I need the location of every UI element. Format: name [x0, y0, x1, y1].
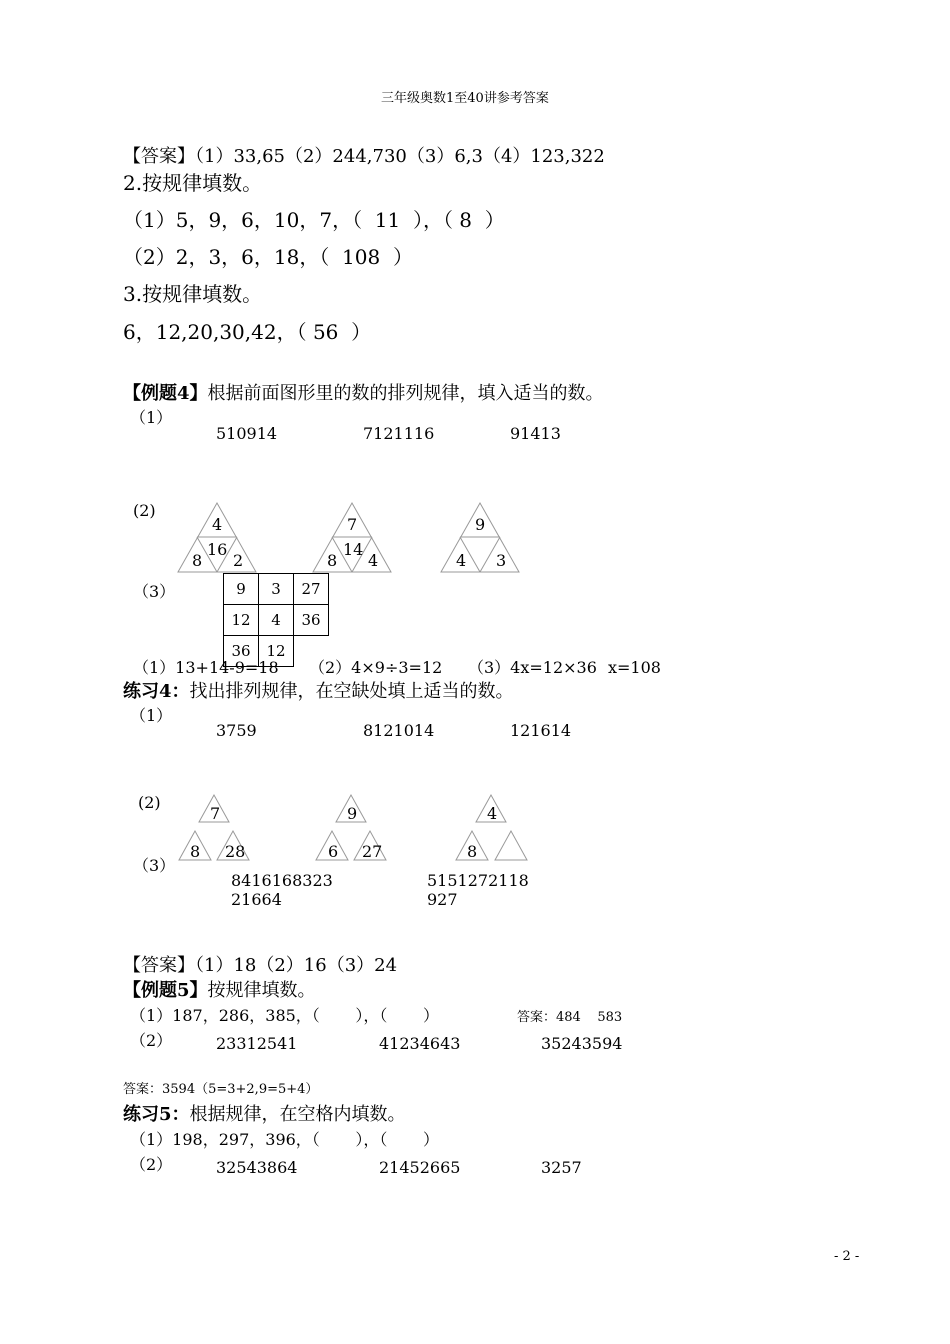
practice-4-p3-value-3: 5151272118 — [427, 871, 529, 890]
grid-cell: 27 — [294, 574, 329, 605]
example-5-label: 【例题5】 — [123, 980, 208, 1001]
answer-line: 【答案】（1）33,65（2）244,730（3）6,3（4）123,322 — [123, 146, 605, 167]
triangle-2-top: 7 — [347, 515, 358, 534]
p4-triangle-1-right: 28 — [225, 842, 246, 861]
p4-triangle-2-left: 6 — [328, 842, 339, 861]
practice-5-seq-3: 3257 — [541, 1158, 582, 1177]
triangle-1-top: 4 — [212, 515, 223, 534]
example-5-line-1-answer: 答案：484 583 — [517, 1010, 623, 1025]
page-number: - 2 - — [834, 1249, 860, 1264]
p4-triangle-3-top: 4 — [487, 804, 498, 823]
triangle-3-right: 3 — [496, 551, 507, 570]
question-2-title: 2.按规律填数。 — [123, 171, 263, 195]
practice-4-part-1-label: （1） — [130, 706, 173, 725]
practice-4-p3-value-4: 927 — [427, 890, 458, 909]
grid-cell: 36 — [294, 605, 329, 636]
practice-4-label: 练习4： — [123, 681, 190, 702]
example-4-seq-2: 7121116 — [363, 424, 435, 443]
answer-line: 【答案】（1）18（2）16（3）24 — [123, 955, 398, 976]
grid-cell: 9 — [224, 574, 259, 605]
solution-2: （2）4×9÷3=12 — [309, 658, 443, 677]
question-3-line-1: 6，12,20,30,42，（ 56 ） — [123, 320, 372, 344]
question-2-line-1: （1）5，9，6，10，7，（ 11 ），（ 8 ） — [123, 208, 505, 232]
triangle-3-top: 9 — [475, 515, 486, 534]
triangle-2-right: 4 — [368, 551, 379, 570]
grid-cell: 3 — [259, 574, 294, 605]
example-4-text: 根据前面图形里的数的排列规律，填入适当的数。 — [207, 383, 604, 404]
example-5-seq-1: 23312541 — [216, 1034, 298, 1053]
number-grid — [223, 573, 329, 667]
example-4-part-2-label: (2) — [133, 501, 156, 520]
example-5-line-1: （1）187，286，385，（ ），（ ） — [130, 1006, 440, 1025]
practice-4-part-3-label: （3） — [133, 856, 176, 875]
page-header-title: 三年级奥数1至40讲参考答案 — [381, 91, 549, 106]
p4-triangle-2-top: 9 — [347, 804, 358, 823]
practice-5-heading — [123, 1106, 406, 1124]
example-4-label: 【例题4】 — [123, 383, 208, 404]
question-2-line-2: （2）2，3，6，18，（ 108 ） — [123, 245, 413, 269]
grid-cell: 4 — [259, 605, 294, 636]
practice-4-p3-value-2: 21664 — [231, 890, 282, 909]
practice-5-line-1: （1）198，297，396，（ ），（ ） — [130, 1130, 440, 1149]
empty-triangle — [495, 831, 527, 860]
triangle-1-center: 16 — [207, 540, 228, 559]
practice-5-seq-2: 21452665 — [379, 1158, 461, 1177]
example-5-heading — [123, 982, 316, 1000]
practice-4-seq-3: 121614 — [510, 721, 572, 740]
example-5-part-2-label: （2） — [130, 1031, 173, 1050]
practice-5-label: 练习5： — [123, 1104, 190, 1125]
example-5-answer: 答案：3594（5=3+2,9=5+4） — [123, 1082, 319, 1097]
practice-4-heading — [123, 683, 514, 701]
triangle-2-center: 14 — [343, 540, 364, 559]
grid-cell: 12 — [259, 636, 294, 667]
example-4-part-1-label: （1） — [130, 408, 173, 427]
p4-triangle-3-left: 8 — [467, 842, 478, 861]
example-5-seq-3: 35243594 — [541, 1034, 623, 1053]
example-5-seq-2: 41234643 — [379, 1034, 461, 1053]
practice-5-seq-1: 32543864 — [216, 1158, 298, 1177]
triangle-1-right: 2 — [233, 551, 244, 570]
grid-cell: 36 — [224, 636, 259, 667]
practice-5-text: 根据规律，在空格内填数。 — [189, 1104, 406, 1125]
solution-1: （1）13+14-9=18 — [133, 658, 279, 677]
practice-4-text: 找出排列规律，在空缺处填上适当的数。 — [189, 681, 514, 702]
practice-5-part-2-label: （2） — [130, 1155, 173, 1174]
practice-4-part-2-label: (2) — [138, 793, 161, 812]
triangle-2-left: 8 — [327, 551, 338, 570]
practice-4-p3-value-1: 8416168323 — [231, 871, 333, 890]
p4-triangle-2-right: 27 — [362, 842, 383, 861]
p4-triangle-1-left: 8 — [190, 842, 201, 861]
grid-cell: 12 — [224, 605, 259, 636]
practice-4-seq-2: 8121014 — [363, 721, 435, 740]
solution-4: x=108 — [608, 658, 661, 677]
question-3-title: 3.按规律填数。 — [123, 282, 263, 306]
triangle-1-left: 8 — [192, 551, 203, 570]
example-4-seq-1: 510914 — [216, 424, 278, 443]
practice-4-seq-1: 3759 — [216, 721, 257, 740]
triangle-3-left: 4 — [456, 551, 467, 570]
p4-triangle-1-top: 7 — [210, 804, 221, 823]
example-4-seq-3: 91413 — [510, 424, 561, 443]
solution-3: （3）4x=12×36 — [468, 658, 597, 677]
example-4-part-3-label: （3） — [133, 582, 176, 601]
example-5-text: 按规律填数。 — [207, 980, 316, 1001]
